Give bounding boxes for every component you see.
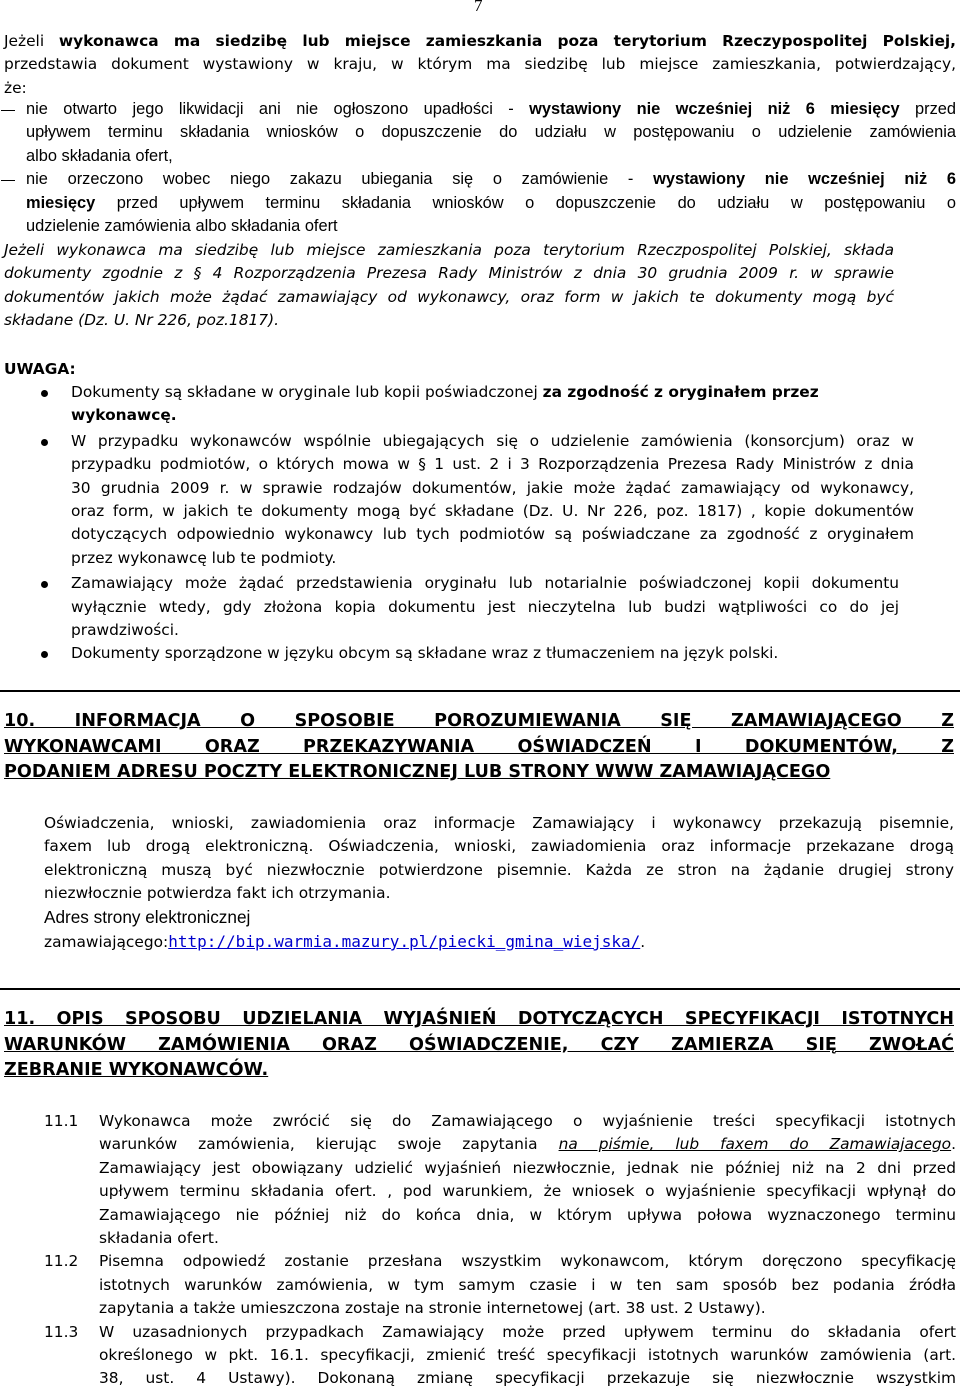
bullet-marker: [41, 439, 48, 446]
uwaga-item-translation: Dokumenty sporządzone w języku obcym są składane wraz z tłumaczeniem na język polski.: [0, 642, 956, 665]
uwaga-item-notarial-copy: Zamawiający może żądać przedstawienia oryginału lub notarialnie poświadczonej kopii dokumentu wyłącznie wtedy, gdy złożona kopia dokumentu jest nieczytelna lub budzi wątpliwości co do jej prawdziwości.: [0, 572, 956, 642]
section-10-rule: [0, 690, 960, 692]
section-10-heading: 10. INFORMACJA O SPOSOBIE POROZUMIEWANIA SIĘ ZAMAWIAJĄCEGO Z WYKONAWCAMI ORAZ PRZEKAZYWANIA OŚWIADCZEŃ I DOKUMENTÓW, Z PODANIEM ADRESU POCZTY ELEKTRONICZNEJ LUB STRONY WWW ZAMAWIAJĄCEGO: [4, 711, 954, 782]
intro-paragraph: Jeżeli wykonawca ma siedzibę lub miejsce zamieszkania poza terytorium Rzeczypospolitej Polskiej, przedstawia dokument wystawiony w kraju, w którym ma siedzibę lub miejsce zamieszkania, potwierdzający, że:: [4, 32, 957, 97]
uwaga-title: UWAGA:: [4, 360, 76, 378]
section-10-paragraph: Oświadczenia, wnioski, zawiadomienia oraz informacje Zamawiający i wykonawcy przekazują pisemnie, faxem lub drogą elektroniczną. Oświadczenia, wnioski, zawiadomienia oraz informacje przekazane drogą elektroniczną muszą być niezwłocznie potwierdzone pisemnie. Każda ze stron na żądanie drugiej strony niezwłocznie potwierdza fakt ich otrzymania.: [44, 814, 954, 903]
item-number: 11.2: [44, 1252, 79, 1271]
dash-item-liquidation: nie otwarto jego likwidacji ani nie ogłoszono upadłości - wystawiony nie wcześniej niż 6 miesięcy przed upływem terminu składania wniosków o dopuszczenie do udziału w postępowaniu o udzielenie zamówienia albo składania ofert,: [0, 98, 956, 168]
bullet-marker: [41, 581, 48, 588]
uwaga-item-original: Dokumenty są składane w oryginale lub kopii poświadczonej za zgodność z oryginałem przez wykonawcę.: [0, 381, 956, 428]
bullet-marker: [41, 651, 48, 658]
dash-item-ban: nie orzeczono wobec niego zakazu ubiegania się o zamówienie - wystawiony nie wcześniej niż 6 miesięcy przed upływem terminu składania wniosków o dopuszczenie do udziału w postępowaniu o udzielenie zamówienia albo składania ofert: [0, 168, 956, 238]
bullet-marker: [41, 390, 48, 397]
dash-marker: [1, 110, 15, 111]
uwaga-list: [0, 381, 956, 666]
item-11-3: 11.3 W uzasadnionych przypadkach Zamawiający może przed upływem terminu do składania ofert określonego w pkt. 16.1. specyfikacji, zmienić treść specyfikacji istotnych warunków zamówienia (art. 38, ust. 4 Ustawy). Dokonaną zmianę specyfikacji przekazuje się niezwłocznie wszystkim: [44, 1322, 956, 1388]
dash-marker: [1, 180, 15, 181]
website-address: zamawiającego:http://bip.warmia.mazury.pl/piecki_gmina_wiejska/.: [44, 932, 646, 951]
item-11-1: 11.1 Wykonawca może zwrócić się do Zamawiającego o wyjaśnienie treści specyfikacji istotnych warunków zamówienia, kierując swoje zapytania na piśmie, lub faxem do Zamawiajacego. Zamawiający jest obowiązany udzielić wyjaśnień niezwłocznie, jednak nie później niż na 2 dni przed upływem terminu składania ofert. , pod warunkiem, że wniosek o wyjaśnienie specyfikacji wpłynął do Zamawiającego nie później niż do końca dnia, w którym upływa połowa wyznaczonego terminu składania ofert.: [44, 1112, 957, 1248]
page-number: 7: [474, 0, 483, 15]
section-11-heading: 11. OPIS SPOSOBU UDZIELANIA WYJAŚNIEŃ DOTYCZĄCYCH SPECYFIKACJI ISTOTNYCH WARUNKÓW ZAMÓWIENIA ORAZ OŚWIADCZENIE, CZY ZAMIERZA SIĘ ZWOŁAĆ ZEBRANIE WYKONAWCÓW.: [4, 1009, 954, 1080]
section-11-list: [0, 1110, 956, 1391]
uwaga-item-consortium: W przypadku wykonawców wspólnie ubiegających się o udzielenie zamówienia (konsorcjum) oraz w przypadku podmiotów, o których mowa w § 1 ust. 2 i 3 Rozporządzenia Prezesa Rady Ministrów z dnia 30 grudnia 2009 r. w sprawie rodzajów dokumentów, jakie może żądać zamawiający od wykonawcy, oraz form, w jakich te dokumenty mogą być składane (Dz. U. Nr 226, poz. 1817) , kopie dokumentów dotyczących odpowiednio wykonawcy lub tych podmiotów są poświadczane za zgodność z oryginałem przez wykonawcę lub te podmioty.: [0, 430, 956, 570]
foreign-contractor-note: Jeżeli wykonawca ma siedzibę lub miejsce zamieszkania poza terytorium Rzeczpospolitej Polskiej, składa dokumenty zgodnie z § 4 Rozporządzenia Prezesa Rady Ministrów z dnia 30 grudnia 2009 r. w sprawie dokumentów jakich może żądać zamawiający od wykonawcy, oraz form w jakich te dokumenty mogą być składane (Dz. U. Nr 226, poz.1817).: [4, 241, 894, 330]
item-number: 11.1: [44, 1112, 79, 1130]
item-11-2: 11.2 Pisemna odpowiedź zostanie przesłana wszystkim wykonawcom, którym doręczono specyfikację istotnych warunków zamówienia, w tym samym czasie i w ten sam sposób bez podania źródła zapytania a także umieszczona zostaje na stronie internetowej (art. 38 ust. 2 Ustawy).: [44, 1252, 956, 1318]
dash-list: [0, 98, 956, 238]
website-link[interactable]: http://bip.warmia.mazury.pl/piecki_gmina_wiejska/: [168, 932, 641, 951]
website-address-label: Adres strony elektronicznej: [44, 907, 251, 927]
section-11-rule: [0, 988, 960, 990]
item-number: 11.3: [44, 1322, 79, 1341]
